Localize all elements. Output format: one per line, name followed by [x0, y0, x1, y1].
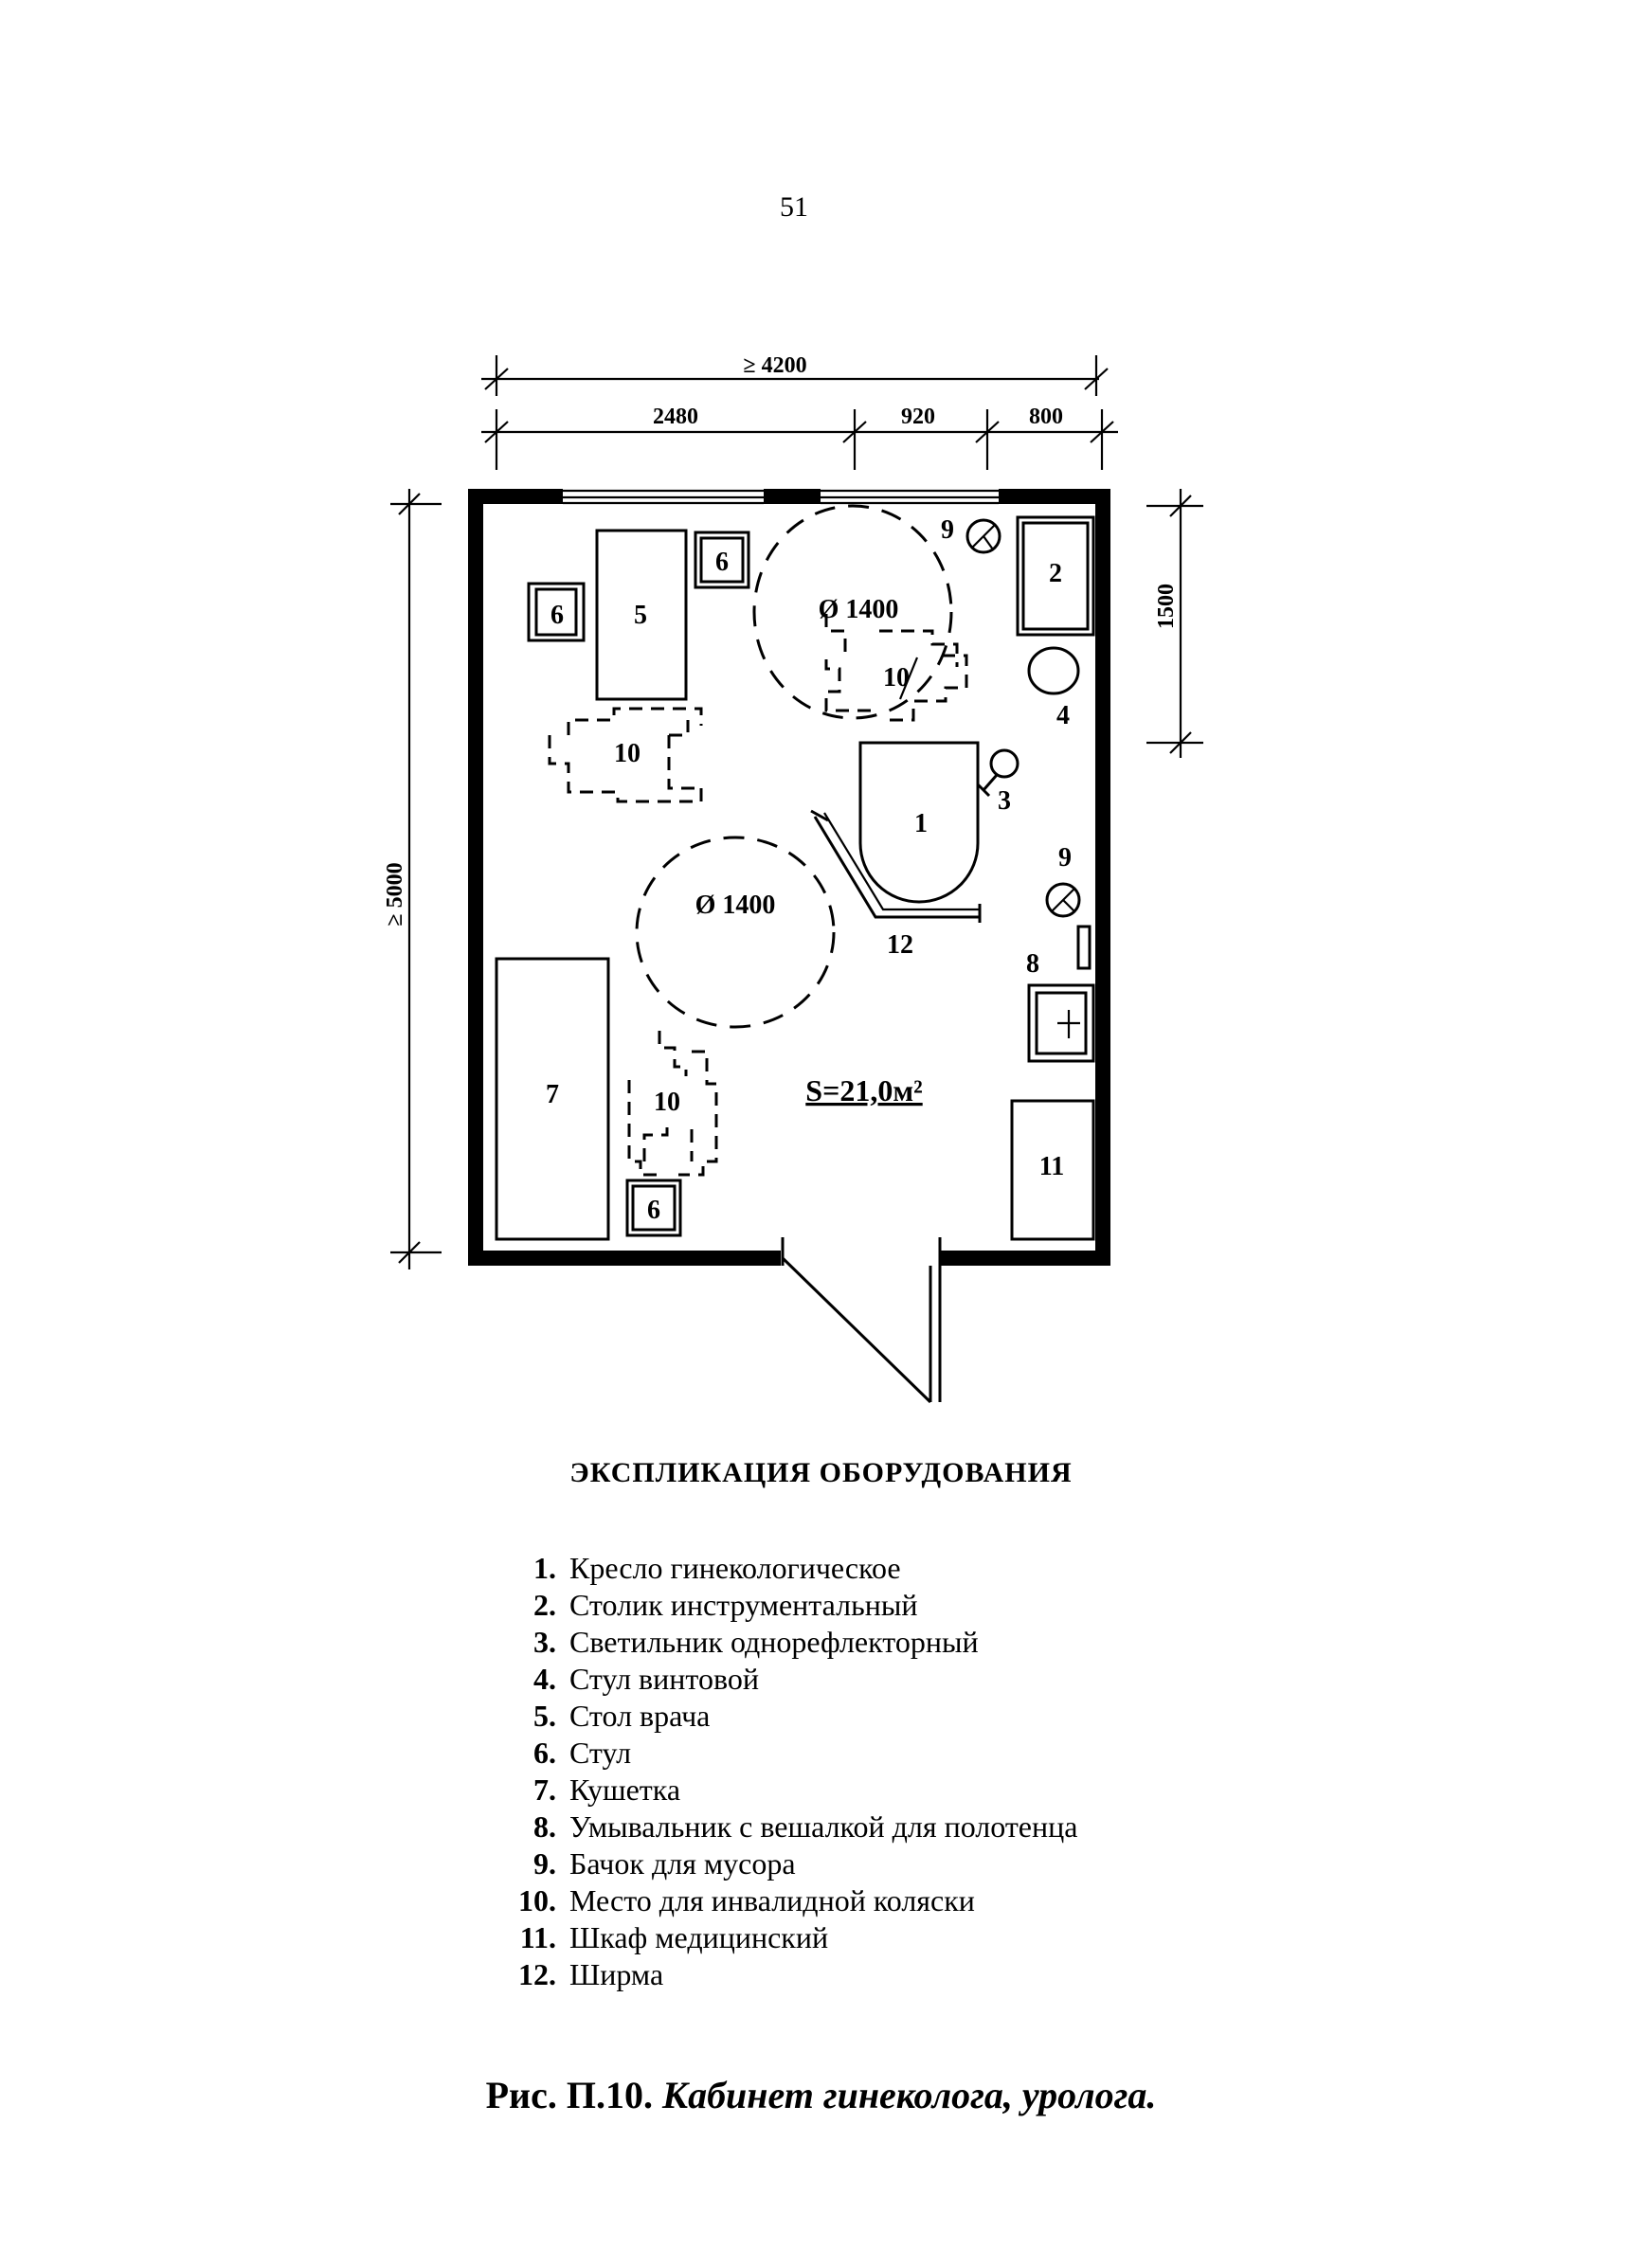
legend-item: 9. Бачок для мусора — [533, 1846, 796, 1881]
trash-bin-right — [1047, 884, 1079, 916]
top-dimensions — [481, 353, 1118, 470]
mark-11: 11 — [1038, 1152, 1065, 1181]
legend-item: 3. Светильник однорефлекторный — [533, 1625, 979, 1659]
page-number: 51 — [780, 191, 808, 223]
right-dimension — [1146, 489, 1203, 758]
legend-item: 8. Умывальник с вешалкой для полотенца — [533, 1809, 1078, 1844]
legend-item: 7. Кушетка — [533, 1773, 681, 1807]
mark-6-left: 6 — [550, 601, 564, 630]
legend-item: 10. Место для инвалидной коляски — [518, 1883, 975, 1917]
swivel-stool — [1029, 648, 1078, 693]
dim-seg-800: 800 — [1029, 405, 1063, 429]
legend-item: 6. Стул — [533, 1736, 632, 1770]
equipment-legend — [485, 1550, 1077, 1993]
mark-3: 3 — [998, 786, 1011, 816]
legend-item: 11. Шкаф медицинский — [519, 1920, 829, 1954]
mark-7: 7 — [546, 1080, 559, 1109]
legend-item: 2. Столик инструментальный — [533, 1588, 918, 1622]
mark-10-top: 10 — [883, 663, 910, 693]
mark-8: 8 — [1026, 949, 1039, 979]
legend-item: 1. Кресло гинекологическое — [533, 1551, 901, 1585]
dim-total-height: ≥ 5000 — [383, 862, 407, 927]
washbasin — [1029, 927, 1093, 1061]
circle-label-bottom: Ø 1400 — [695, 891, 776, 920]
legend-item: 12. Ширма — [518, 1957, 664, 1991]
mark-5: 5 — [634, 601, 647, 630]
dim-right-1500: 1500 — [1154, 584, 1179, 629]
mark-4: 4 — [1056, 701, 1070, 730]
mark-10-left: 10 — [614, 739, 641, 768]
mark-9-right: 9 — [1058, 843, 1072, 873]
mark-6-top: 6 — [715, 548, 729, 577]
room-area: S=21,0м² — [805, 1073, 923, 1107]
mark-10-bottom: 10 — [654, 1088, 680, 1117]
trash-bin-top — [967, 520, 1000, 552]
mark-12: 12 — [887, 930, 913, 960]
dim-seg-920: 920 — [901, 405, 935, 429]
circle-label-top: Ø 1400 — [818, 595, 899, 624]
figure-number: Рис. П.10. — [485, 2074, 653, 2116]
mark-6-bottom: 6 — [647, 1196, 660, 1225]
mark-9-top: 9 — [941, 515, 954, 545]
legend-item: 4. Стул винтовой — [533, 1662, 759, 1696]
mark-2: 2 — [1049, 559, 1062, 588]
figure-caption — [0, 2073, 1642, 2117]
figure-title: Кабинет гинеколога, уролога. — [661, 2074, 1157, 2116]
legend-title: ЭКСПЛИКАЦИЯ ОБОРУДОВАНИЯ — [569, 1457, 1073, 1488]
dim-seg-2480: 2480 — [653, 405, 698, 429]
dim-total-width: ≥ 4200 — [743, 353, 807, 378]
left-dimension — [383, 489, 442, 1269]
turning-circle-bottom — [637, 837, 834, 1027]
legend-item: 5. Стол врача — [533, 1699, 711, 1733]
mark-1: 1 — [914, 809, 928, 838]
door — [783, 1237, 940, 1402]
